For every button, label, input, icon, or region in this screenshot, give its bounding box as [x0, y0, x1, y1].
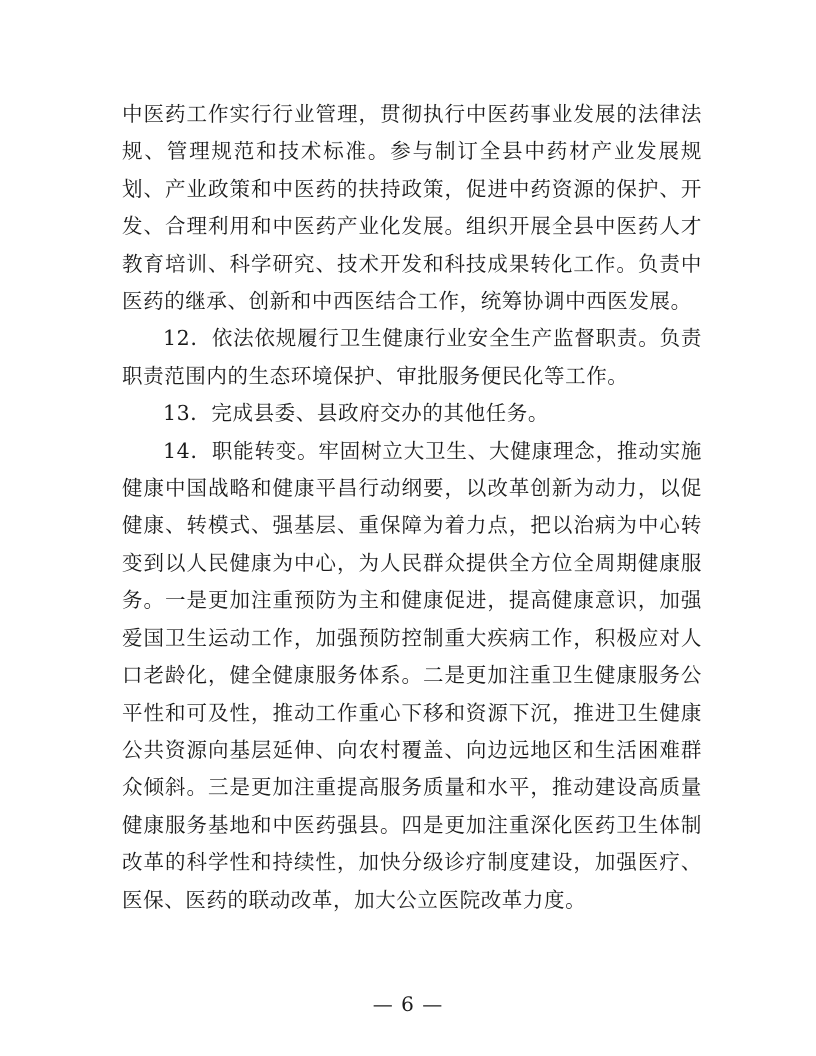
paragraph-14: 14．职能转变。牢固树立大卫生、大健康理念，推动实施健康中国战略和健康平昌行动纲要，以改革创新为动力，以促健康、转模式、强基层、重保障为着力点，把以治病为中心转变到以人民健康为中心，为人民群众提供全方位全周期健康服务。一是更加注重预防为主和健康促进，提高健康意识，加强爱国卫生运动工作，加强预防控制重大疾病工作，积极应对人口老龄化，健全健康服务体系。二是更加注重卫生健康服务公平性和可及性，推动工作重心下移和资源下沉，推进卫生健康公共资源向基层延伸、向农村覆盖、向边远地区和生活困难群众倾斜。三是更加注重提高服务质量和水平，推动建设高质量健康服务基地和中医药强县。四是更加注重深化医药卫生体制改革的科学性和持续性，加快分级诊疗制度建设，加强医疗、医保、医药的联动改革，加大公立医院改革力度。 — [122, 438, 702, 912]
paragraph-1: 中医药工作实行行业管理，贯彻执行中医药事业发展的法律法规、管理规范和技术标准。参与制订全县中药材产业发展规划、产业政策和中医药的扶持政策，促进中药资源的保护、开发、合理利用和中医药产业化发展。组织开展全县中医药人才教育培训、科学研究、技术开发和科技成果转化工作。负责中医药的继承、创新和中西医结合工作，统筹协调中西医发展。 — [122, 102, 702, 314]
page-number: — 6 — — [372, 992, 444, 1016]
paragraph-12: 12．依法依规履行卫生健康行业安全生产监督职责。负责职责范围内的生态环境保护、审批服务便民化等工作。 — [122, 326, 702, 388]
document-body — [122, 96, 702, 919]
paragraph-13: 13．完成县委、县政府交办的其他任务。 — [163, 401, 549, 426]
